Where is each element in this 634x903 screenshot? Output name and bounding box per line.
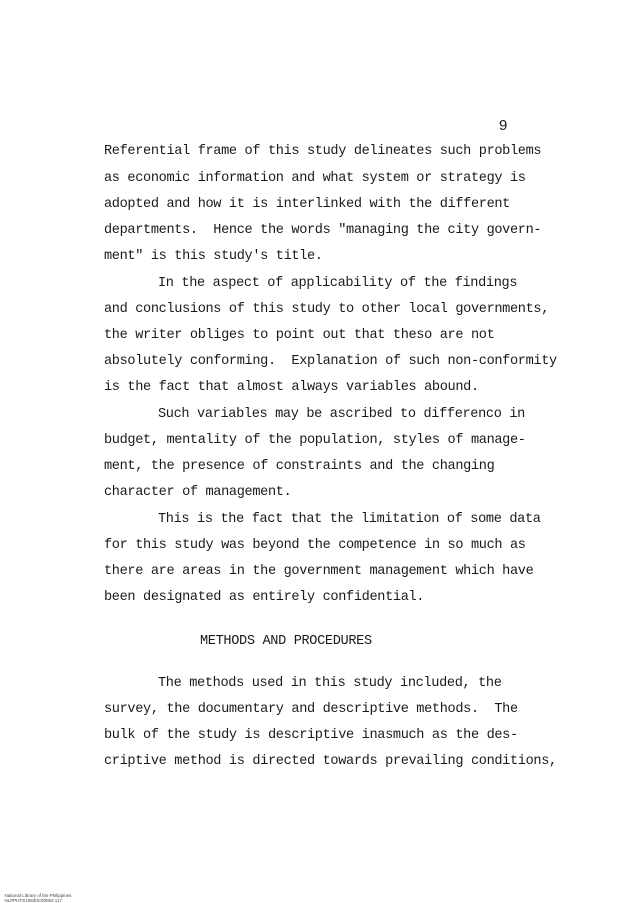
text-line: ment" is this study's title. [104, 249, 323, 264]
text-line: Such variables may be ascribed to differenco in [158, 407, 525, 422]
footer-record-id: NLPPHTS19830C00053 117 [4, 898, 62, 903]
text-line: been designated as entirely confidential. [104, 590, 425, 605]
text-line: for this study was beyond the competence in so much as [104, 538, 526, 553]
text-line: criptive method is directed towards prevailing conditions, [104, 754, 557, 769]
text-line: survey, the documentary and descriptive methods. The [104, 702, 518, 717]
footer [2, 888, 86, 903]
page-number: 9 [499, 117, 508, 134]
text-line: character of management. [104, 485, 292, 500]
text-line: adopted and how it is interlinked with the different [104, 197, 510, 212]
section-heading: METHODS AND PROCEDURES [200, 634, 372, 649]
text-line: departments. Hence the words "managing the city govern- [104, 223, 542, 238]
text-line: is the fact that almost always variables abound. [104, 380, 479, 395]
text-line: The methods used in this study included, the [158, 676, 502, 691]
text-line: there are areas in the government management which have [104, 564, 534, 579]
text-line: as economic information and what system or strategy is [104, 171, 526, 186]
text-line: In the aspect of applicability of the findings [158, 276, 518, 291]
text-line: and conclusions of this study to other local governments, [104, 302, 550, 317]
text-line: the writer obliges to point out that theso are not [104, 328, 495, 343]
text-line: absolutely conforming. Explanation of such non-conformity [104, 354, 557, 369]
text-line: This is the fact that the limitation of some data [158, 512, 541, 527]
footer-library-name: National Library of the Philippines [4, 893, 72, 898]
text-line: budget, mentality of the population, styles of manage- [104, 433, 526, 448]
text-line: Referential frame of this study delineates such problems [104, 144, 542, 159]
text-line: bulk of the study is descriptive inasmuch as the des- [104, 728, 518, 743]
text-line: ment, the presence of constraints and the changing [104, 459, 495, 474]
